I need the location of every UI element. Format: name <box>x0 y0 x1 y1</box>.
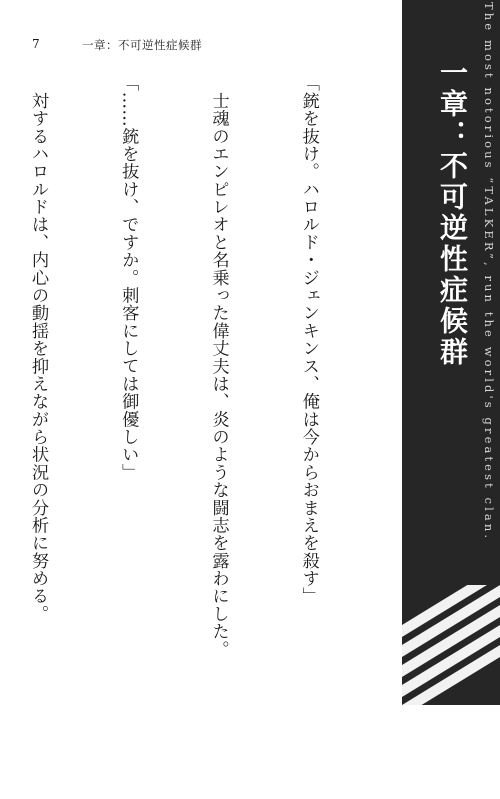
decorative-stripes <box>402 585 500 705</box>
running-head: 一章：不可逆性症候群 <box>82 38 202 52</box>
body-line: 「銃を抜け。ハロルド・ジェンキンス、俺は今からおまえを殺す」 <box>298 74 319 605</box>
chapter-side-band <box>402 0 500 705</box>
body-line: 対するハロルドは、内心の動揺を抑えながら状況の分析に努める。 <box>27 74 48 623</box>
body-text <box>0 74 384 674</box>
page-number: 7 <box>32 37 40 51</box>
body-line: 「……銃を抜け、ですか。刺客にしては御優しい」 <box>118 74 139 481</box>
page-header <box>0 37 400 57</box>
body-line: 士魂のエンピレオと名乗った偉丈夫は、炎のような闘志を露わにした。 <box>208 74 229 658</box>
series-subtitle: The most notorious “TALKER”, run the world's greatest clan. <box>482 2 496 542</box>
chapter-title: 一章：不可逆性症候群 <box>436 58 469 368</box>
